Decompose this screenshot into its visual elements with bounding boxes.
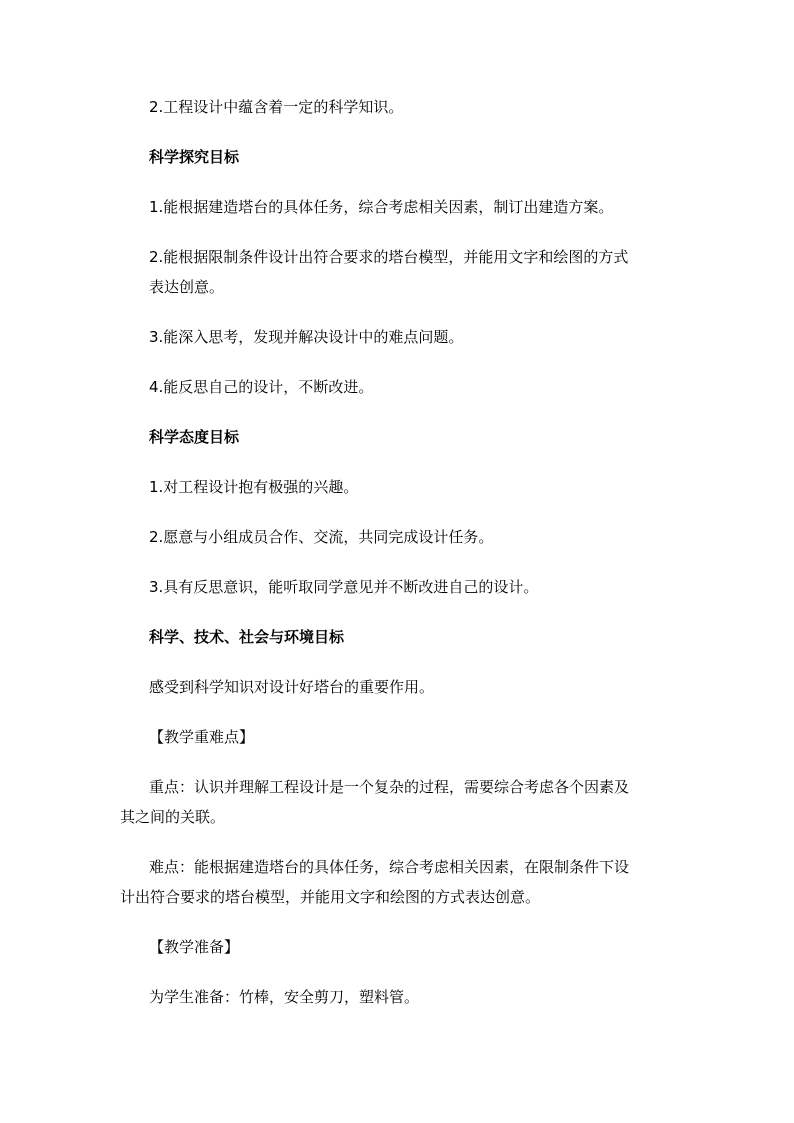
text-line: 1.对工程设计抱有极强的兴趣。 bbox=[149, 478, 359, 496]
text-line: 2.工程设计中蕴含着一定的科学知识。 bbox=[149, 98, 404, 116]
text-line: 重点：认识并理解工程设计是一个复杂的过程，需要综合考虑各个因素及 bbox=[149, 778, 630, 796]
text-line: 4.能反思自己的设计，不断改进。 bbox=[149, 378, 374, 396]
bracket-heading: 【教学准备】 bbox=[149, 938, 240, 956]
section-heading: 科学、技术、社会与环境目标 bbox=[149, 628, 345, 646]
section-heading: 科学探究目标 bbox=[149, 148, 240, 166]
text-line: 难点：能根据建造塔台的具体任务，综合考虑相关因素，在限制条件下设 bbox=[149, 858, 630, 876]
text-line: 1.能根据建造塔台的具体任务，综合考虑相关因素，制订出建造方案。 bbox=[149, 198, 614, 216]
section-heading: 科学态度目标 bbox=[149, 428, 240, 446]
text-line: 2.愿意与小组成员合作、交流，共同完成设计任务。 bbox=[149, 528, 494, 546]
text-line: 感受到科学知识对设计好塔台的重要作用。 bbox=[149, 678, 435, 696]
text-line: 2.能根据限制条件设计出符合要求的塔台模型，并能用文字和绘图的方式 bbox=[149, 248, 629, 266]
text-line: 3.具有反思意识，能听取同学意见并不断改进自己的设计。 bbox=[149, 578, 539, 596]
bracket-heading: 【教学重难点】 bbox=[149, 728, 255, 746]
text-line: 其之间的关联。 bbox=[120, 808, 226, 826]
text-line: 计出符合要求的塔台模型，并能用文字和绘图的方式表达创意。 bbox=[120, 888, 541, 906]
text-line: 表达创意。 bbox=[149, 278, 225, 296]
text-line: 3.能深入思考，发现并解决设计中的难点问题。 bbox=[149, 328, 464, 346]
text-line: 为学生准备：竹棒，安全剪刀，塑料管。 bbox=[149, 988, 420, 1006]
